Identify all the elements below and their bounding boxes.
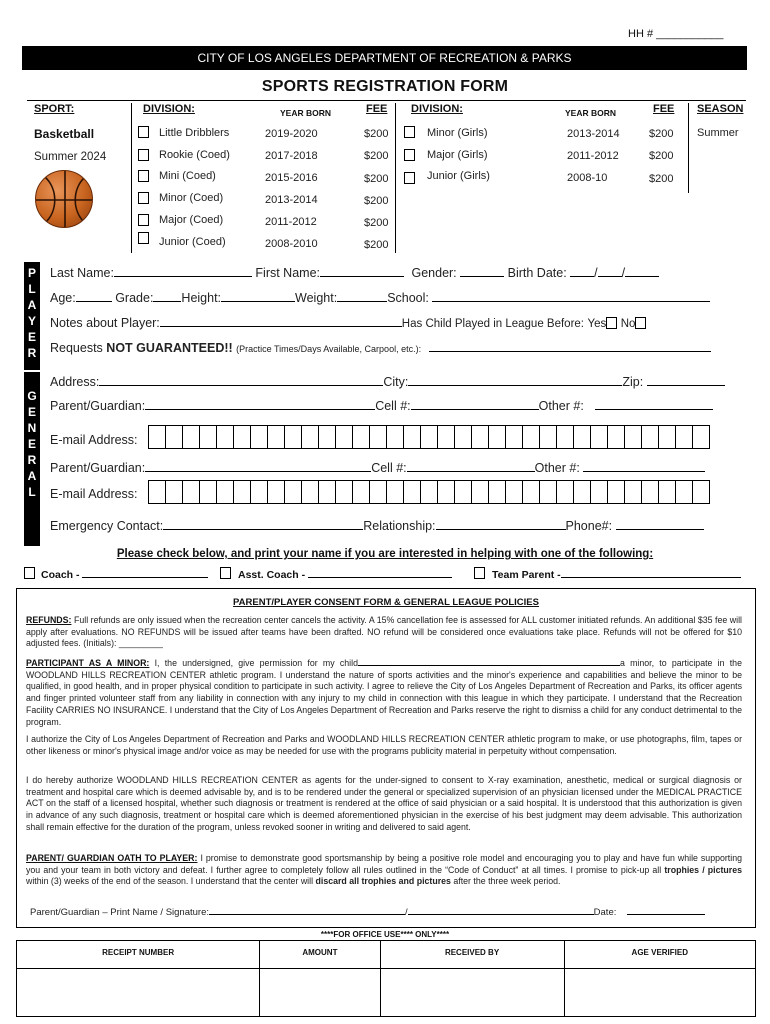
email-char-box[interactable] (454, 480, 472, 504)
email-char-box[interactable] (182, 425, 200, 449)
last-name-label: Last Name: (50, 266, 114, 280)
email-char-box[interactable] (522, 480, 540, 504)
email-char-box[interactable] (267, 480, 285, 504)
division-fee: $200 (364, 239, 389, 251)
email-char-box[interactable] (420, 480, 438, 504)
division-name: Little Dribblers (159, 127, 230, 139)
relationship-label: Relationship: (363, 519, 436, 533)
asst-coach-row (238, 569, 452, 581)
division-checkbox-junior-girls[interactable] (404, 172, 415, 184)
team-parent-label: Team Parent - (492, 569, 561, 581)
email-char-box[interactable] (301, 425, 319, 449)
email-char-box[interactable] (437, 425, 455, 449)
requests-label: Requests (50, 341, 103, 355)
minor-text-a: I, the undersigned, give permission for my child (154, 658, 358, 668)
age-input[interactable] (76, 291, 112, 302)
column-divider (395, 103, 396, 253)
division-column-header-2: DIVISION: (411, 103, 463, 115)
email-char-box[interactable] (471, 425, 489, 449)
division-season: Summer (697, 127, 739, 139)
division-year: 2011-2012 (567, 150, 619, 162)
email-char-box[interactable] (454, 425, 472, 449)
coach-checkbox[interactable] (24, 567, 35, 579)
player-section-label (24, 262, 40, 370)
email-char-box[interactable] (488, 425, 506, 449)
division-fee: $200 (364, 173, 389, 185)
guardian1-row (50, 399, 713, 413)
age-label: Age: (50, 291, 76, 305)
address-input[interactable] (99, 375, 383, 386)
email-char-box[interactable] (369, 480, 387, 504)
email-char-box[interactable] (284, 480, 302, 504)
sidebar-letter: P (27, 266, 36, 280)
sidebar-letter: R (27, 453, 37, 467)
division-fee: $200 (364, 217, 389, 229)
sidebar-letter: A (27, 298, 37, 312)
email-char-box[interactable] (233, 480, 251, 504)
email-char-box[interactable] (199, 425, 217, 449)
email-char-box[interactable] (216, 480, 234, 504)
date-label: Date: (593, 907, 617, 918)
email-char-box[interactable] (539, 480, 557, 504)
played-before-yes-checkbox[interactable] (606, 317, 617, 329)
year-born-column-header: YEAR BORN (280, 108, 332, 118)
header-divider (27, 100, 746, 101)
requests-not-guaranteed: NOT GUARANTEED!! (106, 341, 233, 355)
asst-coach-label: Asst. Coach - (238, 569, 306, 581)
fee-column-header-2: FEE (653, 103, 675, 115)
email-char-box[interactable] (556, 480, 574, 504)
sidebar-letter: R (27, 346, 37, 360)
email-char-box[interactable] (165, 425, 183, 449)
season-column-header: SEASON (697, 103, 744, 115)
household-number-field[interactable]: HH # ___________ (628, 28, 724, 40)
email-char-box[interactable] (437, 480, 455, 504)
player-stats-row (50, 291, 710, 305)
division-name: Major (Girls) (427, 149, 488, 161)
sport-column-header: SPORT: (34, 103, 75, 115)
received-by-cell[interactable] (380, 969, 564, 1017)
division-fee: $200 (364, 128, 389, 140)
print-name-input[interactable] (209, 906, 405, 915)
medical-paragraph: I do hereby authorize WOODLAND HILLS RECREATION CENTER as agents for the under-signed to consent to X-ray examination, anesthetic, medical or surgical diagnosis or treatment and hospital care which is deemed advisable by, and is to be rendered under the general or specialized supervision of an physician licensed under the MEDICAL PRACTICE ACT on the staff of a licensed hospital, whether such diagnosis or treatment is rendered at the office of said physician or a said hospital. It is understood that this authorization is given in advance of any such diagnosis, treatment or hospital care which is deemed aforementioned physician in the exercise of his best judgment may deem advisable. This authorization shall remain effective for the duration of the program, unless revoked sooner in writing and delivered to said agent. (26, 775, 742, 832)
asst-coach-checkbox[interactable] (220, 567, 231, 579)
division-fee: $200 (364, 150, 389, 162)
division-checkbox-major[interactable] (138, 214, 149, 226)
division-checkbox-minor[interactable] (138, 192, 149, 204)
office-column-header: AGE VERIFIED (564, 941, 755, 969)
office-column-header: RECEIVED BY (380, 941, 564, 969)
email-char-box[interactable] (590, 480, 608, 504)
played-before-no-checkbox[interactable] (635, 317, 646, 329)
email-char-box[interactable] (658, 425, 676, 449)
sidebar-letter: N (27, 421, 37, 435)
sport-name: Basketball (34, 127, 95, 141)
email-char-box[interactable] (641, 480, 659, 504)
address-label: Address: (50, 375, 100, 389)
email-char-box[interactable] (403, 425, 421, 449)
minor-label: PARTICIPANT AS A MINOR: (26, 658, 150, 668)
email-char-box[interactable] (403, 480, 421, 504)
email-char-box[interactable] (488, 480, 506, 504)
oath-bold-trophies: trophies / pictures (664, 864, 742, 875)
signature-row: Parent/Guardian – Print Name / Signature: / Date: (30, 906, 705, 918)
refunds-paragraph (26, 615, 742, 650)
address-row (50, 375, 725, 389)
office-use-title: ****FOR OFFICE USE**** ONLY**** (320, 930, 450, 939)
division-year: 2013-2014 (567, 128, 620, 140)
relationship-input[interactable] (436, 519, 566, 530)
guardian2-input[interactable] (145, 461, 371, 472)
school-input[interactable] (432, 291, 710, 302)
no-label: No (620, 318, 636, 330)
cell2-input[interactable] (407, 461, 535, 472)
other2-input[interactable] (583, 461, 705, 472)
signature-input[interactable] (408, 906, 594, 915)
coach-name-input[interactable] (82, 569, 208, 578)
zip-label: Zip: (622, 375, 644, 389)
division-year: 2008-2010 (265, 238, 318, 250)
requests-row (50, 341, 711, 355)
email-char-box[interactable] (148, 425, 166, 449)
volunteer-heading: Please check below, and print your name if you are interested in helping with one of the following: (116, 548, 654, 560)
email-char-box[interactable] (182, 480, 200, 504)
played-before-label: Has Child Played in League Before: (401, 318, 584, 330)
email-char-box[interactable] (250, 480, 268, 504)
division-name: Minor (Girls) (427, 127, 488, 139)
division-year: 2019-2020 (265, 128, 318, 140)
player-name-row: Last Name: First Name: Gender: Birth Date: / / (50, 266, 659, 280)
sidebar-letter: Y (27, 314, 36, 328)
office-column-header: RECEIPT NUMBER (17, 941, 260, 969)
email-char-box[interactable] (624, 480, 642, 504)
coach-label: Coach - (41, 569, 80, 581)
birth-day-input[interactable] (598, 266, 622, 277)
refunds-text: Full refunds are only issued when the recreation center cancels the activity. A 15% cancellation fee is assessed for ALL customer initiated refunds. An additional $35 fee will apply after evaluations. NO REFUNDS will be issued after teams have been drafted. NO refund will be considered once evaluations take place. Refunds will not be offered for $10 adjusted fees. (Initials): _________ (26, 615, 743, 649)
oath-bold-discard: discard all trophies and pictures (315, 876, 451, 887)
grade-label: Grade: (115, 291, 154, 305)
division-checkbox-major-girls[interactable] (404, 149, 415, 161)
division-name: Junior (Girls) (427, 170, 490, 182)
gender-label: Gender: (411, 266, 457, 280)
minor-paragraph (26, 657, 742, 728)
first-name-input[interactable] (320, 266, 404, 277)
oath-text-c: after the three week period. (453, 876, 561, 887)
minor-text-b: a minor, to participate in the WOODLAND HILLS RECREATION CENTER athletic program. I understand the nature of sports activities and the minor's experience and capabilities and believe the minor to be qualified, in good health, and in proper physical condition to participate in such activity. I agree to relieve the City of Los Angeles Department of Recreation and Parks, its officer agents and finger printed volunteer staff from any liability in connection with any injury to my child in connection with this league in which they participate. I understand that the Recreation Facility CARRIES NO INSURANCE. I understand that the City of Los Angeles Department of Recreation and Parks reserve the right to dismiss a child for any conduct detrimental to the program. (26, 658, 742, 727)
guardian1-label: Parent/Guardian: (50, 399, 146, 413)
age-verified-cell[interactable] (564, 969, 755, 1017)
cell2-label: Cell #: (371, 461, 407, 475)
email-char-box[interactable] (505, 425, 523, 449)
division-year: 2008-10 (567, 172, 608, 184)
yes-label: Yes (587, 318, 607, 330)
email-char-box[interactable] (284, 425, 302, 449)
emergency-label: Emergency Contact: (50, 519, 164, 533)
player-sidebar-text (24, 265, 40, 361)
guardian1-input[interactable] (145, 399, 375, 410)
office-column-header: AMOUNT (260, 941, 380, 969)
media-paragraph: I authorize the City of Los Angeles Department of Recreation and Parks and WOODLAND HILLS RECREATION CENTER athletic program to make, or use photographs, film, tapes or other likeness or minor's physical image and/or voice as may be needed for use with the programs publicity material in perpetuity without compensation. (26, 734, 742, 756)
sidebar-letter: E (27, 437, 36, 451)
other1-label: Other #: (538, 399, 584, 413)
email-char-box[interactable] (352, 425, 370, 449)
email-char-box[interactable] (352, 480, 370, 504)
email-char-box[interactable] (692, 425, 710, 449)
other2-label: Other #: (534, 461, 580, 475)
guardian2-row (50, 461, 705, 475)
player-notes-row (50, 316, 646, 330)
general-section-label (24, 372, 40, 546)
sidebar-letter: L (28, 282, 36, 296)
division-year: 2013-2014 (265, 194, 318, 206)
height-label: Height: (181, 291, 222, 305)
email-char-box[interactable] (233, 425, 251, 449)
email-char-box[interactable] (505, 480, 523, 504)
division-column-header: DIVISION: (143, 103, 195, 115)
email1-input[interactable] (148, 425, 709, 449)
birth-month-input[interactable] (570, 266, 594, 277)
division-fee: $200 (649, 128, 674, 140)
signature-label: Parent/Guardian – Print Name / Signature: (30, 907, 210, 918)
email-char-box[interactable] (420, 425, 438, 449)
sidebar-letter: A (27, 469, 37, 483)
email-char-box[interactable] (386, 480, 404, 504)
division-checkbox-minor-girls[interactable] (404, 126, 415, 138)
last-name-input[interactable] (114, 266, 252, 277)
weight-input[interactable] (337, 291, 387, 302)
notes-label: Notes about Player: (50, 316, 160, 330)
email-char-box[interactable] (607, 425, 625, 449)
notes-input[interactable] (160, 316, 402, 327)
birth-date-label: Birth Date: (507, 266, 567, 280)
email-char-box[interactable] (148, 480, 166, 504)
department-banner: CITY OF LOS ANGELES DEPARTMENT OF RECREATION & PARKS (22, 46, 747, 70)
email-char-box[interactable] (471, 480, 489, 504)
basketball-icon (35, 170, 93, 228)
emergency-row (50, 519, 704, 533)
other1-input[interactable] (595, 399, 713, 410)
division-checkbox-junior[interactable] (138, 232, 149, 244)
division-name: Minor (Coed) (159, 192, 224, 204)
column-divider (131, 103, 132, 253)
child-name-input[interactable] (358, 657, 620, 666)
division-name: Junior (Coed) (159, 236, 226, 248)
policy-title: PARENT/PLAYER CONSENT FORM & GENERAL LEAGUE POLICIES (233, 597, 539, 608)
email-char-box[interactable] (301, 480, 319, 504)
email-char-box[interactable] (199, 480, 217, 504)
refunds-label: REFUNDS: (26, 615, 72, 625)
phone-input[interactable] (616, 519, 704, 530)
fee-column-header: FEE (366, 103, 388, 115)
email-char-box[interactable] (335, 425, 353, 449)
email-char-box[interactable] (641, 425, 659, 449)
year-born-column-header-2: YEAR BORN (565, 108, 617, 118)
oath-text-a: I promise to demonstrate good sportsmanship by being a positive role model and encouraging you to play and have fun while supporting you and your team in both victory and defeat. I further agree to completely follow all rules outlined in the “Code of Conduct” at all times. I promise to pick-up all (26, 853, 742, 875)
cell1-input[interactable] (411, 399, 539, 410)
school-label: School: (387, 291, 429, 305)
email-char-box[interactable] (369, 425, 387, 449)
column-divider (688, 103, 689, 193)
email-char-box[interactable] (318, 480, 336, 504)
email-char-box[interactable] (165, 480, 183, 504)
sport-season: Summer 2024 (34, 151, 107, 163)
receipt-number-cell[interactable] (17, 969, 260, 1017)
email-char-box[interactable] (318, 425, 336, 449)
email-char-box[interactable] (267, 425, 285, 449)
division-fee: $200 (364, 195, 389, 207)
division-checkbox-little-dribblers[interactable] (138, 126, 149, 138)
division-year: 2017-2018 (265, 150, 318, 162)
email-char-box[interactable] (539, 425, 557, 449)
office-use-table (16, 940, 756, 1017)
sidebar-letter: G (27, 389, 37, 403)
gender-input[interactable] (460, 266, 504, 277)
oath-paragraph (26, 853, 742, 888)
birth-year-input[interactable] (625, 266, 659, 277)
email2-label: E-mail Address: (50, 487, 138, 501)
grade-input[interactable] (153, 291, 181, 302)
email-char-box[interactable] (250, 425, 268, 449)
division-name: Mini (Coed) (159, 170, 216, 182)
email-char-box[interactable] (522, 425, 540, 449)
team-parent-name-input[interactable] (561, 569, 741, 578)
first-name-label: First Name: (255, 266, 320, 280)
sidebar-letter: E (27, 405, 36, 419)
email-char-box[interactable] (573, 480, 591, 504)
team-parent-checkbox[interactable] (474, 567, 485, 579)
phone-label: Phone#: (565, 519, 613, 533)
email-char-box[interactable] (675, 480, 693, 504)
division-fee: $200 (649, 150, 674, 162)
email-char-box[interactable] (658, 480, 676, 504)
requests-input[interactable] (429, 341, 711, 352)
requests-hint: (Practice Times/Days Available, Carpool, etc.): (236, 344, 422, 354)
asst-coach-name-input[interactable] (308, 569, 452, 578)
email-char-box[interactable] (573, 425, 591, 449)
division-checkbox-mini[interactable] (138, 170, 149, 182)
email1-label: E-mail Address: (50, 433, 138, 447)
email-char-box[interactable] (386, 425, 404, 449)
emergency-input[interactable] (163, 519, 363, 530)
email-char-box[interactable] (607, 480, 625, 504)
email-char-box[interactable] (590, 425, 608, 449)
height-input[interactable] (221, 291, 295, 302)
oath-label: PARENT/ GUARDIAN OATH TO PLAYER: (26, 853, 198, 863)
city-input[interactable] (408, 375, 622, 386)
division-name: Rookie (Coed) (159, 149, 230, 161)
guardian2-label: Parent/Guardian: (50, 461, 146, 475)
division-fee: $200 (649, 173, 674, 185)
email-char-box[interactable] (675, 425, 693, 449)
division-checkbox-rookie[interactable] (138, 149, 149, 161)
page-title: SPORTS REGISTRATION FORM (261, 78, 509, 95)
email-char-box[interactable] (335, 480, 353, 504)
division-year: 2011-2012 (265, 216, 317, 228)
date-input[interactable] (627, 906, 705, 915)
general-sidebar-text (24, 388, 40, 500)
division-year: 2015-2016 (265, 172, 318, 184)
coach-row (41, 569, 208, 581)
weight-label: Weight: (295, 291, 338, 305)
sidebar-letter: E (27, 330, 36, 344)
email-char-box[interactable] (556, 425, 574, 449)
sidebar-letter: L (28, 485, 36, 499)
email-char-box[interactable] (692, 480, 710, 504)
amount-cell[interactable] (260, 969, 380, 1017)
zip-input[interactable] (647, 375, 725, 386)
city-label: City: (383, 375, 409, 389)
email-char-box[interactable] (216, 425, 234, 449)
email2-input[interactable] (148, 480, 709, 504)
email-char-box[interactable] (624, 425, 642, 449)
division-name: Major (Coed) (159, 214, 224, 226)
oath-text-b: within (3) weeks of the end of the season. I understand that the center will (26, 876, 314, 887)
team-parent-row (492, 569, 741, 581)
cell1-label: Cell #: (375, 399, 411, 413)
